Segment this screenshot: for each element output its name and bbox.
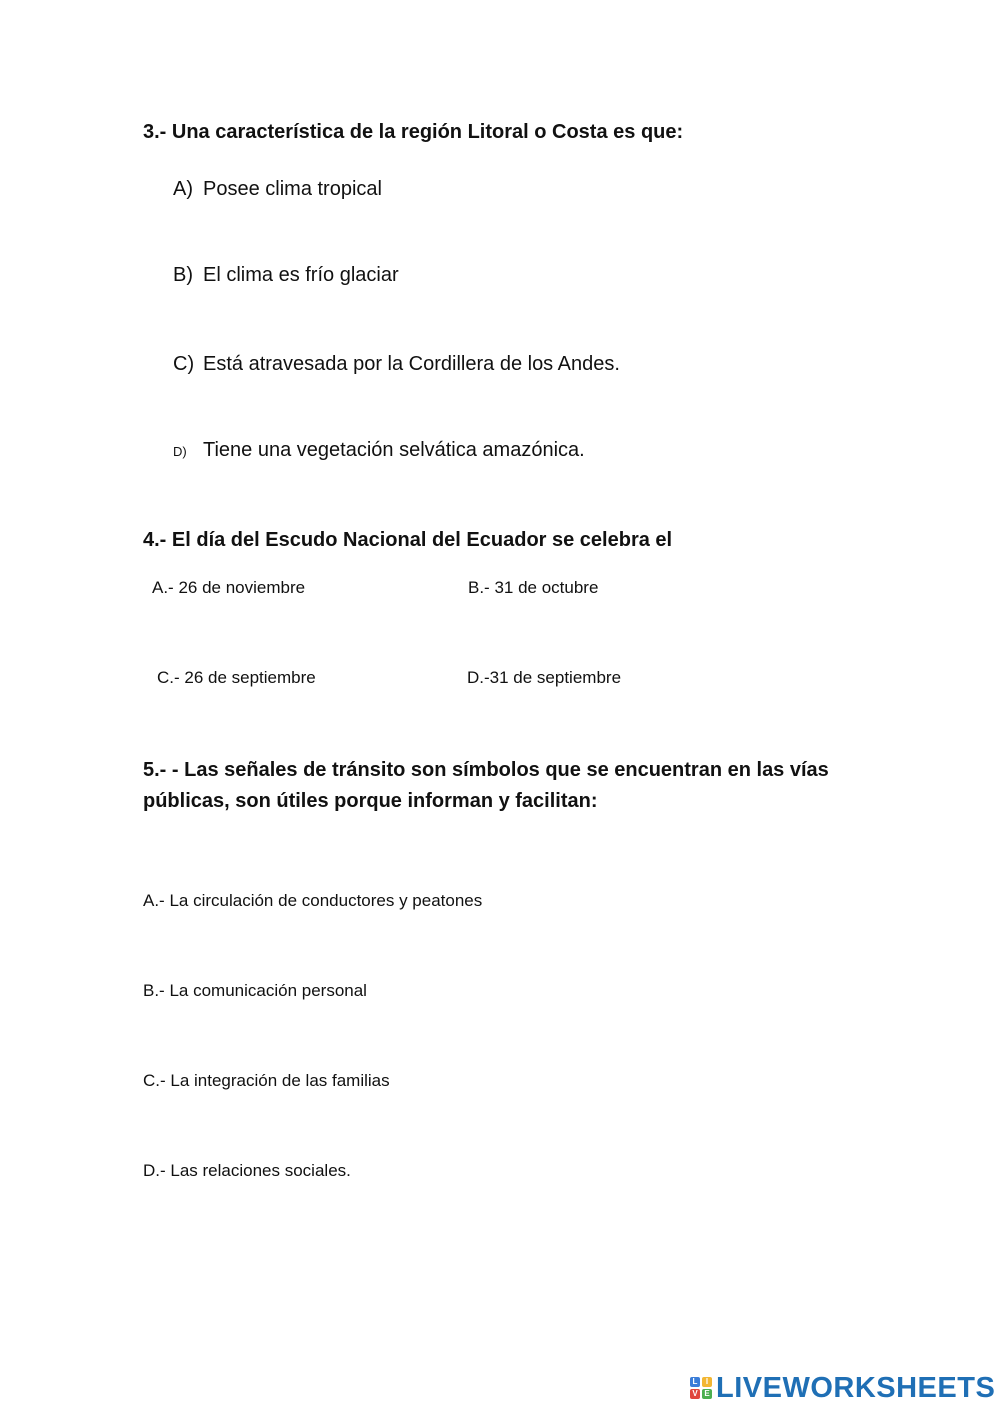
q3-option-c-letter: C) — [173, 353, 195, 375]
q4-option-d[interactable]: D.-31 de septiembre — [467, 668, 622, 687]
logo-block-e: E — [702, 1389, 712, 1399]
q3-option-a-letter: A) — [173, 178, 193, 200]
logo-block-l: L — [690, 1377, 700, 1387]
q3-option-a[interactable] — [173, 178, 382, 201]
q3-option-b-text: El clima es frío glaciar — [203, 264, 399, 286]
q5-option-d[interactable]: D.- Las relaciones sociales. — [143, 1161, 351, 1180]
logo-text: LIVEWORKSHEETS — [716, 1371, 996, 1404]
q3-option-c[interactable] — [173, 353, 620, 376]
q3-option-d-text: Tiene una vegetación selvática amazónica. — [203, 439, 585, 461]
q3-option-c-text: Está atravesada por la Cordillera de los Andes. — [203, 353, 620, 375]
logo-blocks-icon — [690, 1377, 712, 1399]
q4-option-b[interactable]: B.- 31 de octubre — [468, 578, 599, 597]
q5-option-a[interactable]: A.- La circulación de conductores y peatones — [143, 891, 483, 910]
q5-option-b[interactable]: B.- La comunicación personal — [143, 981, 367, 1000]
q3-option-b[interactable] — [173, 264, 399, 287]
q4-option-a[interactable]: A.- 26 de noviembre — [152, 578, 306, 597]
logo-block-i: I — [702, 1377, 712, 1387]
q4-option-c[interactable]: C.- 26 de septiembre — [157, 668, 316, 687]
liveworksheets-logo — [690, 1372, 995, 1404]
q3-option-d[interactable] — [173, 439, 585, 462]
q3-option-d-letter: D) — [173, 444, 187, 459]
q3-option-a-text: Posee clima tropical — [203, 178, 382, 200]
question-3-text: 3.- Una característica de la región Litoral o Costa es que: — [143, 121, 684, 143]
logo-block-v: V — [690, 1389, 700, 1399]
q5-option-c[interactable]: C.- La integración de las familias — [143, 1071, 390, 1090]
q3-option-b-letter: B) — [173, 264, 193, 286]
question-4-text: 4.- El día del Escudo Nacional del Ecuador se celebra el — [143, 529, 673, 551]
question-5-text: 5.- - Las señales de tránsito son símbolos que se encuentran en las vías públicas, son útiles porque informan y facilitan: — [143, 759, 829, 812]
